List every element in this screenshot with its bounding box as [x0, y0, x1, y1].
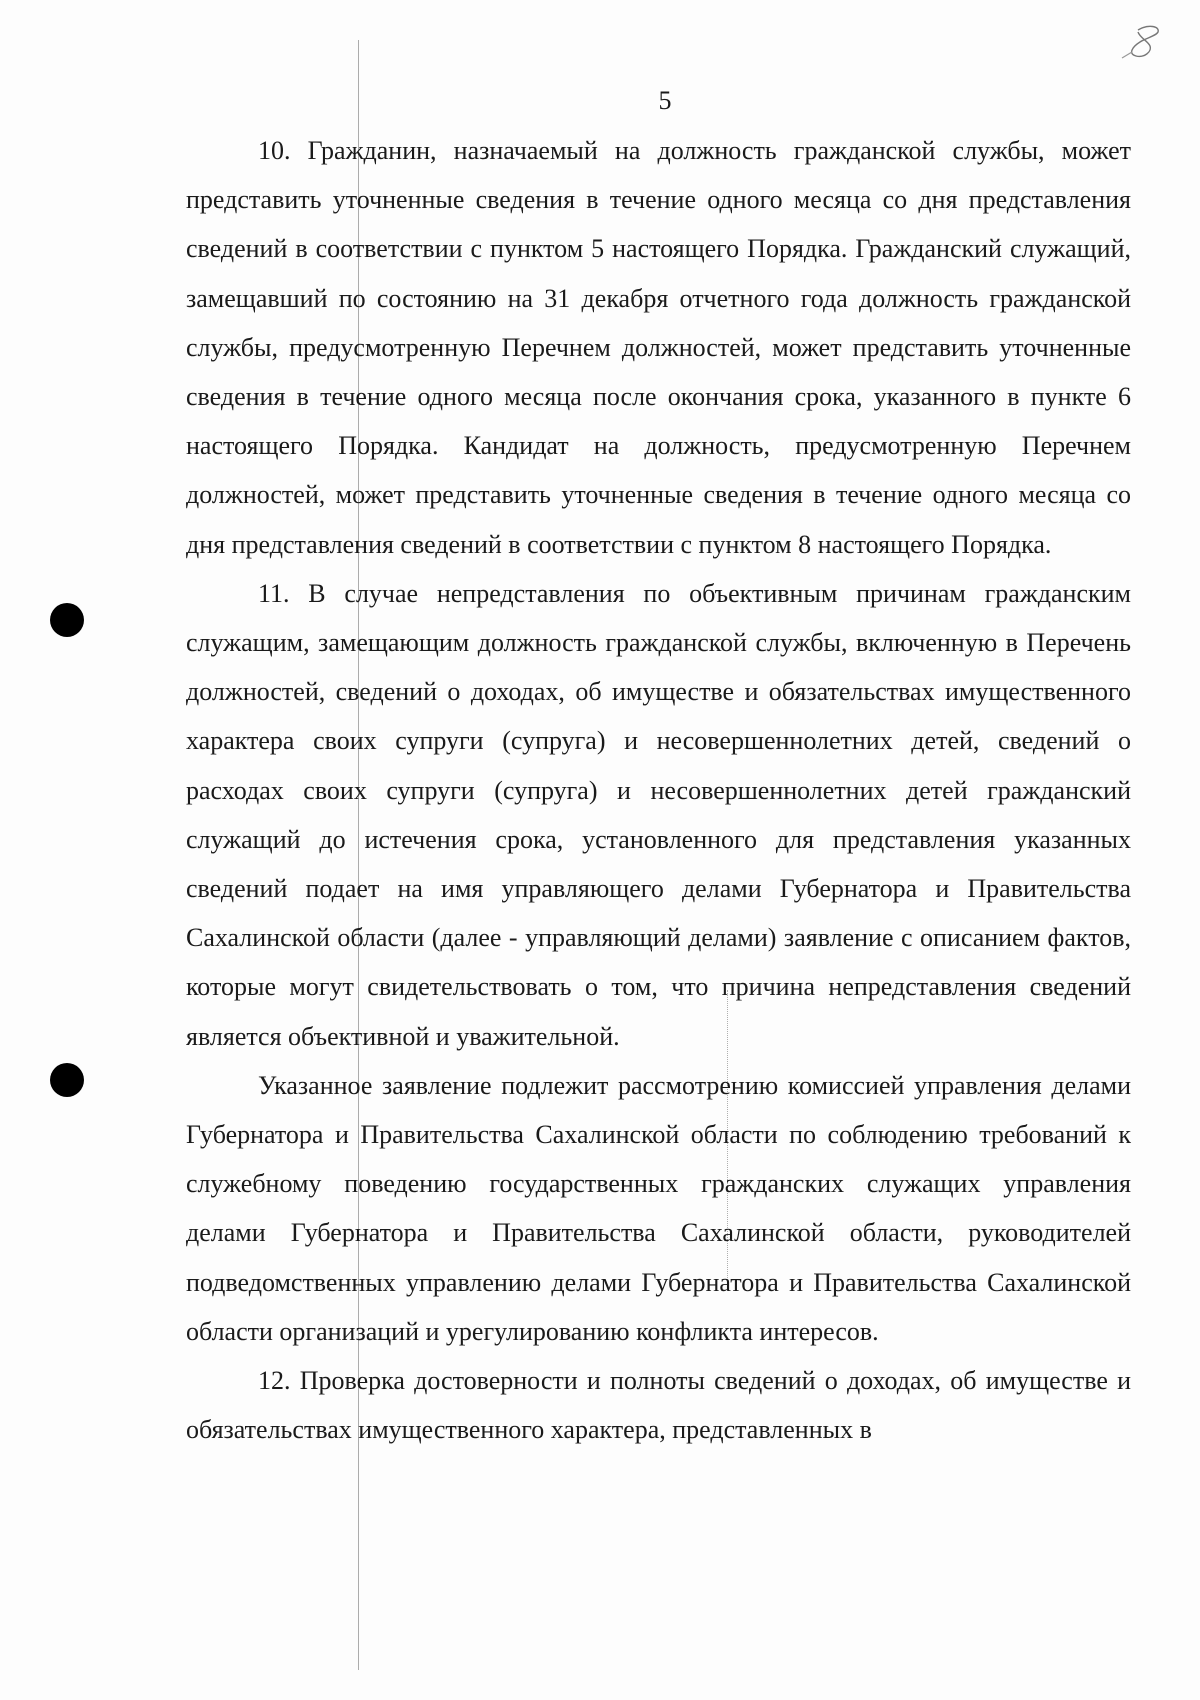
punch-hole — [50, 1063, 84, 1097]
paragraph: Указанное заявление подлежит рассмотрению комиссией управления делами Губернатора и Правительства Сахалинской области по соблюдению требований к служебному поведению государственных гражданских служащих управления делами Губернатора и Правительства Сахалинской области, руководителей подведомственных управлению делами Губернатора и Правительства Сахалинской области организаций и урегулированию конфликта интересов. — [186, 1070, 1131, 1346]
handwritten-page-mark — [1118, 22, 1168, 62]
paragraph: 11. В случае непредставления по объективным причинам гражданским служащим, замещающим должность гражданской службы, включенную в Перечень должностей, сведений о доходах, об имуществе и обязательствах имущественного характера своих супруги (супруга) и несовершеннолетних детей, сведений о расходах своих супруги (супруга) и несовершеннолетних детей гражданский служащий до истечения срока, установленного для представления указанных сведений подает на имя управляющего делами Губернатора и Правительства Сахалинской области (далее - управляющий делами) заявление с описанием фактов, которые могут свидетельствовать о том, что причина непредставления сведений является объективной и уважительной. — [186, 578, 1131, 1051]
punch-hole — [50, 603, 84, 637]
document-body — [186, 126, 1131, 1454]
page-number: 5 — [658, 86, 672, 115]
paragraph: 10. Гражданин, назначаемый на должность гражданской службы, может представить уточненные сведения в течение одного месяца со дня представления сведений в соответствии с пунктом 5 настоящего Порядка. Гражданский служащий, замещавший по состоянию на 31 декабря отчетного года должность гражданской службы, предусмотренную Перечнем должностей, может представить уточненные сведения в течение одного месяца после окончания срока, указанного в пункте 6 настоящего Порядка. Кандидат на должность, предусмотренную Перечнем должностей, может представить уточненные сведения в течение одного месяца со дня представления сведений в соответствии с пунктом 8 настоящего Порядка. — [186, 136, 1131, 559]
paragraph: 12. Проверка достоверности и полноты сведений о доходах, об имуществе и обязательствах имущественного характера, представленных в — [186, 1366, 1131, 1445]
